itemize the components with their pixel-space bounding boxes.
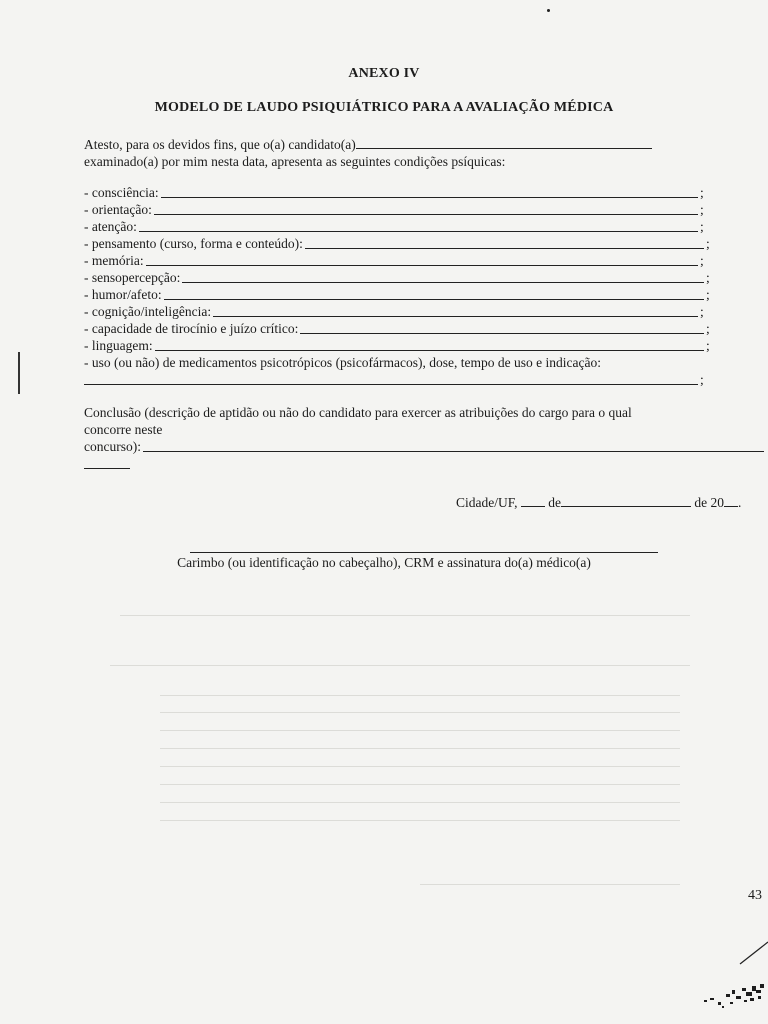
page-number: 43 <box>748 888 762 903</box>
intro-text-1: Atesto, para os devidos fins, que o(a) candidato(a) <box>84 137 356 152</box>
signature-caption: Carimbo (ou identificação no cabeçalho), CRM e assinatura do(a) médico(a) <box>177 555 591 570</box>
conclusion-blank-continued <box>84 468 130 469</box>
candidate-name-blank <box>356 136 652 149</box>
de-label: de <box>548 495 562 510</box>
bleed-through-line <box>160 695 680 696</box>
intro-line-2: examinado(a) por mim nesta data, apresenta as seguintes condições psíquicas: <box>84 154 506 169</box>
conclusion-row <box>84 438 764 455</box>
medication-blank-row: ; <box>84 371 708 388</box>
field-row: - pensamento (curso, forma e conteúdo): ; <box>84 236 710 251</box>
field-label: - memória: <box>84 253 144 268</box>
field-blank <box>305 248 704 249</box>
field-row: - humor/afeto: ; <box>84 287 710 302</box>
bleed-through-line <box>160 730 680 731</box>
field-row: - cognição/inteligência: ; <box>84 304 704 319</box>
bleed-through-line <box>120 615 690 616</box>
scan-noise-cluster <box>704 984 764 1008</box>
bleed-through-line <box>160 784 680 785</box>
field-row: - consciência: ; <box>84 185 704 200</box>
conclusion-line-2: concorre neste <box>84 422 163 437</box>
bleed-through-line <box>160 802 680 803</box>
field-label: - sensopercepção: <box>84 270 181 285</box>
bleed-through-line <box>160 820 680 821</box>
field-blank <box>213 316 698 317</box>
city-label: Cidade/UF, <box>456 495 518 510</box>
annex-heading: ANEXO IV <box>348 66 420 81</box>
field-blank <box>161 197 698 198</box>
field-blank <box>146 265 698 266</box>
document-title: MODELO DE LAUDO PSIQUIÁTRICO PARA A AVALIAÇÃO MÉDICA <box>154 100 614 115</box>
field-label: - linguagem: <box>84 338 153 353</box>
field-row: - memória: ; <box>84 253 704 268</box>
field-blank <box>300 333 704 334</box>
year-prefix: de 20 <box>694 495 725 510</box>
bleed-through-line <box>160 748 680 749</box>
field-label: - pensamento (curso, forma e conteúdo): <box>84 236 303 251</box>
bleed-through-line <box>420 884 680 885</box>
date-line: Cidade/UF, de de 20 . <box>456 495 742 510</box>
field-row-medication <box>84 354 714 371</box>
field-label: - uso (ou não) de medicamentos psicotrópicos (psicofármacos), dose, tempo de uso e indicação: <box>84 355 601 370</box>
field-blank <box>139 231 698 232</box>
field-row: - atenção: ; <box>84 219 704 234</box>
conclusion-label: concurso): <box>84 439 141 454</box>
scan-edge-stroke <box>740 942 768 964</box>
field-label: - cognição/inteligência: <box>84 304 212 319</box>
field-row: - sensopercepção: ; <box>84 270 710 285</box>
field-blank <box>164 299 704 300</box>
signature-line <box>190 552 658 553</box>
speck <box>547 9 550 12</box>
field-blank <box>154 214 698 215</box>
bleed-through-line <box>110 665 690 666</box>
field-label: - humor/afeto: <box>84 287 162 302</box>
intro-line-1 <box>84 136 764 153</box>
field-blank <box>182 282 704 283</box>
bleed-through-line <box>160 766 680 767</box>
conclusion-blank <box>143 451 764 452</box>
field-blank <box>84 384 698 385</box>
field-label: - orientação: <box>84 202 152 217</box>
field-row: - orientação: ; <box>84 202 704 217</box>
field-label: - capacidade de tirocínio e juízo crítico: <box>84 321 299 336</box>
scan-edge-mark <box>700 930 768 1024</box>
month-blank <box>561 494 691 507</box>
field-blank <box>155 350 704 351</box>
field-label: - atenção: <box>84 219 137 234</box>
bleed-through-line <box>160 712 680 713</box>
binding-mark <box>18 352 20 394</box>
field-row: - capacidade de tirocínio e juízo crítico: ; <box>84 321 710 336</box>
conclusion-line-1: Conclusão (descrição de aptidão ou não do candidato para exercer as atribuições do cargo para o qual <box>84 405 632 420</box>
field-row: - linguagem: ; <box>84 338 710 353</box>
day-blank <box>521 494 545 507</box>
field-label: - consciência: <box>84 185 159 200</box>
year-blank <box>724 494 738 507</box>
